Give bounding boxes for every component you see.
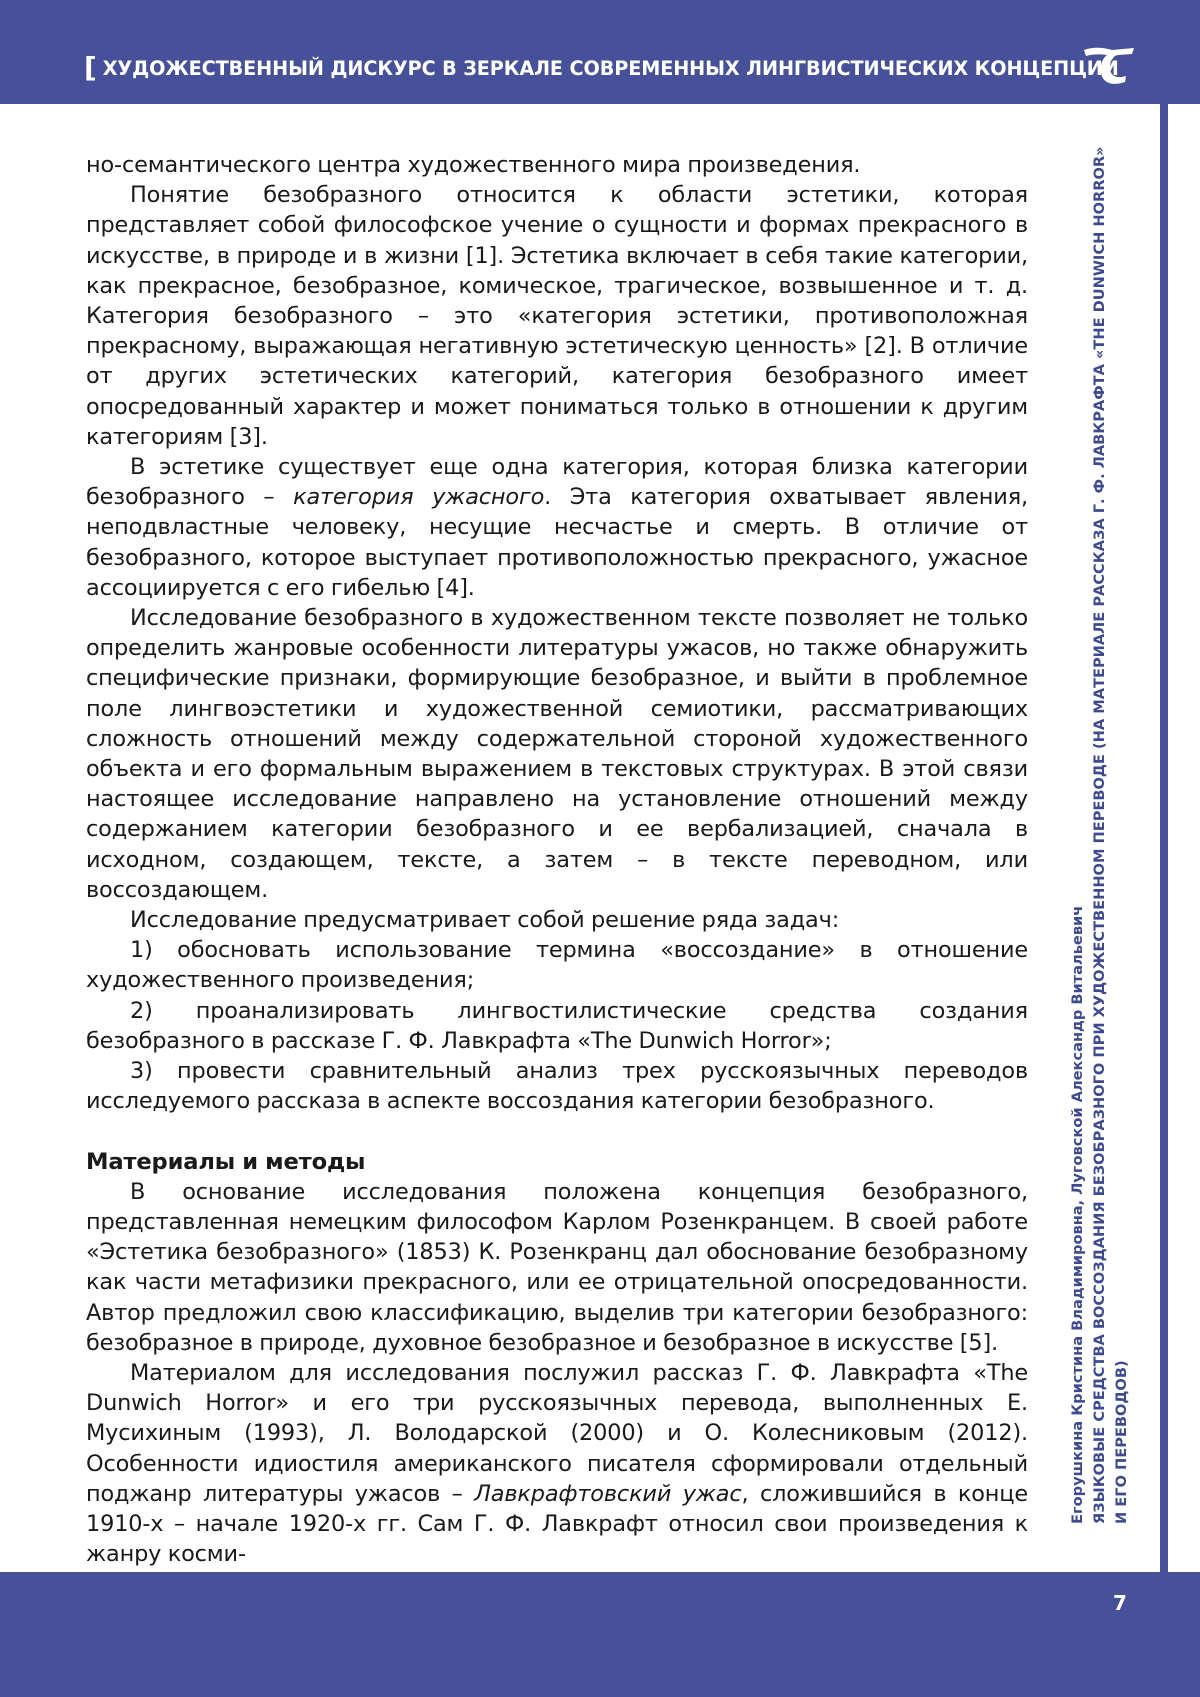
header-bracket: [ [84,51,97,84]
right-margin-rule [1160,104,1168,1572]
paragraph: но-семантического центра художественного мира произведения. [86,150,1028,180]
running-header-title [84,52,1094,85]
italic-term: Лавкрафтовский ужас [474,1481,741,1507]
list-item: 1) обосновать использование термина «воссоздание» в отношение художественного произведения; [86,935,1028,995]
sidebar-article-title: ЯЗЫКОВЫЕ СРЕДСТВА ВОССОЗДАНИЯ БЕЗОБРАЗНОГО ПРИ ХУДОЖЕСТВЕННОМ ПЕРЕВОДЕ (НА МАТЕРИАЛЕ РАССКАЗА Г. Ф. ЛАВКРАФТА «THE DUNWICH HORROR» [1089,134,1111,1524]
paragraph: Материалом для исследования послужил рассказ Г. Ф. Лавкрафта «The Dunwich Horror» и его три русскоязычных перевода, выполненных Е. Мусихиным (1993), Л. Володарской (2000) и О. Колесниковым (2012). Особенности идиостиля американского писателя сформировали отдельный поджанр литературы ужасов – Лавкрафтовский ужас, сложившийся в конце 1910-х – начале 1920-х гг. Сам Г. Ф. Лавкрафт относил свои произведения к жанру косми- [86,1358,1028,1569]
paragraph: В эстетике существует еще одна категория, которая близка категории безобразного – категория ужасного. Эта категория охватывает явления, неподвластные человеку, несущие несчастье и смерть. В отличие от безобразного, которое выступает противоположностью прекрасного, ужасное ассоциируется с его гибелью [4]. [86,452,1028,603]
italic-term: категория ужасного [293,484,544,510]
page-number: 7 [1100,1590,1140,1616]
paragraph: В основание исследования положена концепция безобразного, представленная немецким философом Карлом Розенкранцем. В своей работе «Эстетика безобразного» (1853) К. Розенкранц дал обоснование безобразному как части метафизики прекрасного, или ее отрицательной опосредованности. Автор предложил свою классификацию, выделив три категории безобразного: безобразное в природе, духовное безобразное и безобразное в искусстве [5]. [86,1177,1028,1358]
sidebar-article-title-continued: И ЕГО ПЕРЕВОДОВ) [1111,134,1133,1524]
paragraph: Исследование безобразного в художественном тексте позволяет не только определить жанровые особенности литературы ужасов, но также обнаружить специфические признаки, формирующие безобразное, и выйти в проблемное поле лингвоэстетики и художественной семиотики, рассматривающих сложность отношений между содержательной стороной художественного объекта и его формальным выражением в текстовых структурах. В этой связи настоящее исследование направлено на установление отношений между содержанием категории безобразного и ее вербализацией, сначала в исходном, создающем, тексте, а затем – в тексте переводном, или воссоздающем. [86,603,1028,905]
paragraph: Исследование предусматривает собой решение ряда задач: [86,905,1028,935]
page-footer [0,1572,1200,1697]
page-header [0,0,1200,104]
journal-logo-icon [1082,44,1136,86]
sidebar-article-info [1067,134,1157,1524]
header-title-text: ХУДОЖЕСТВЕННЫЙ ДИСКУРС В ЗЕРКАЛЕ СОВРЕМЕННЫХ ЛИНГВИСТИЧЕСКИХ КОНЦЕПЦИЙ [103,57,1119,80]
list-item: 3) провести сравнительный анализ трех русскоязычных переводов исследуемого рассказа в аспекте воссоздания категории безобразного. [86,1056,1028,1116]
section-heading: Материалы и методы [86,1147,1028,1177]
sidebar-authors: Егорушкина Кристина Владимировна, Луговской Александр Витальевич [1067,134,1089,1524]
list-item: 2) проанализировать лингвостилистические средства создания безобразного в рассказе Г. Ф. Лавкрафта «The Dunwich Horror»; [86,996,1028,1056]
article-body [86,150,1028,1569]
paragraph: Понятие безобразного относится к области эстетики, которая представляет собой философское учение о сущности и формах прекрасного в искусстве, в природе и в жизни [1]. Эстетика включает в себя такие категории, как прекрасное, безобразное, комическое, трагическое, возвышенное и т. д. Категория безобразного – это «категория эстетики, противоположная прекрасному, выражающая негативную эстетическую ценность» [2]. В отличие от других эстетических категорий, категория безобразного имеет опосредованный характер и может пониматься только в отношении к другим категориям [3]. [86,180,1028,452]
